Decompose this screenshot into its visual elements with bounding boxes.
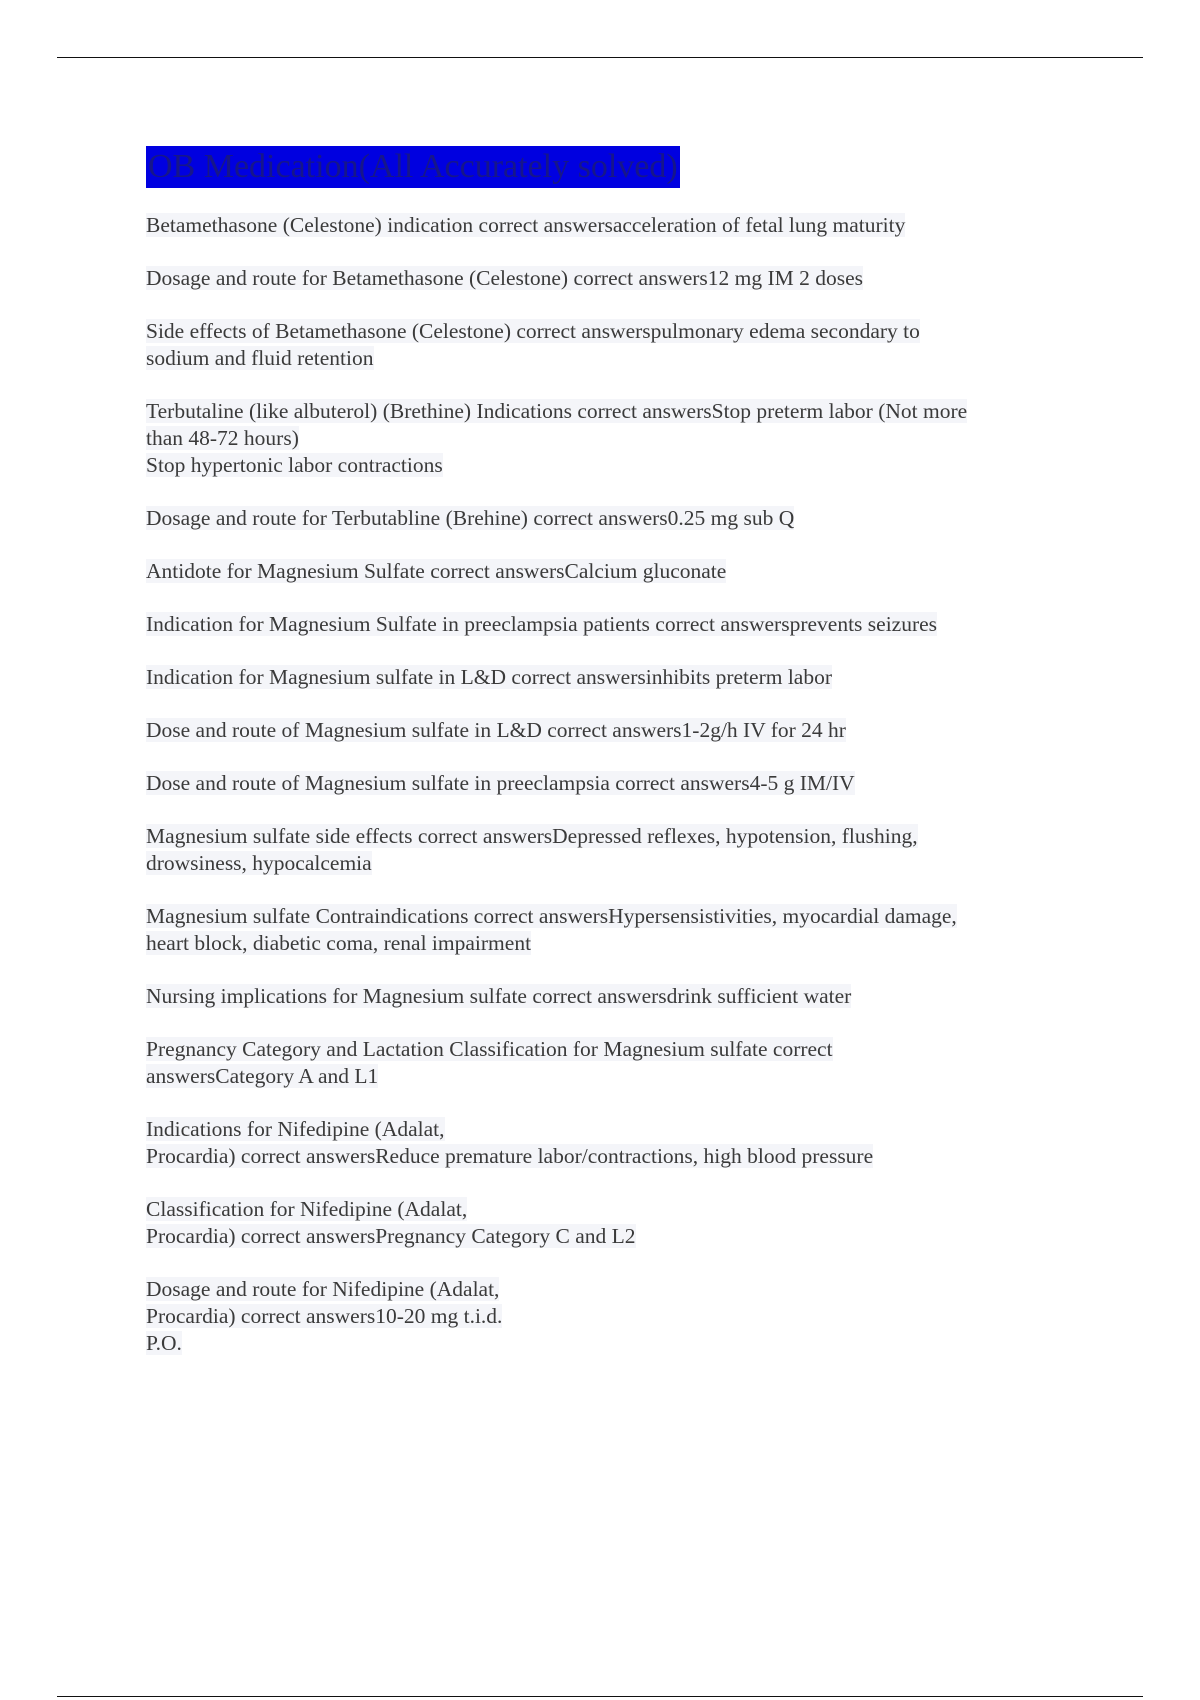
qa-entry-text: Terbutaline (like albuterol) (Brethine) Indications correct answersStop preterm labor (Not more xyxy=(146,399,968,423)
qa-entry xyxy=(146,1196,1086,1250)
qa-entry-line xyxy=(146,611,1086,638)
qa-entry-line xyxy=(146,930,1086,957)
qa-entry-text: Betamethasone (Celestone) indication correct answersacceleration of fetal lung maturity xyxy=(146,213,906,237)
qa-entry-line xyxy=(146,1330,1086,1357)
top-rule xyxy=(57,57,1143,58)
qa-entry-line xyxy=(146,850,1086,877)
qa-entry xyxy=(146,1036,1086,1090)
qa-entry-text: drowsiness, hypocalcemia xyxy=(146,851,372,875)
qa-entry xyxy=(146,983,1086,1010)
qa-entry-line xyxy=(146,664,1086,691)
qa-entry-line xyxy=(146,1063,1086,1090)
qa-entry-line xyxy=(146,770,1086,797)
bottom-rule xyxy=(57,1696,1143,1697)
qa-entry-text: P.O. xyxy=(146,1331,182,1355)
qa-entry-line xyxy=(146,1223,1086,1250)
qa-entry-line xyxy=(146,212,1086,239)
qa-entry xyxy=(146,318,1086,372)
qa-entry-line xyxy=(146,1303,1086,1330)
qa-entry-line xyxy=(146,265,1086,292)
qa-entry-line xyxy=(146,318,1086,345)
document-title: OB Medication(All Accurately solved) xyxy=(146,146,680,188)
qa-entry-text: answersCategory A and L1 xyxy=(146,1064,379,1088)
qa-entry xyxy=(146,1276,1086,1357)
qa-entry xyxy=(146,212,1086,239)
qa-entry-text: Pregnancy Category and Lactation Classification for Magnesium sulfate correct xyxy=(146,1037,833,1061)
qa-entry-text: Side effects of Betamethasone (Celestone) correct answerspulmonary edema secondary to xyxy=(146,319,920,343)
qa-entry xyxy=(146,823,1086,877)
qa-entry-text: Indication for Magnesium Sulfate in preeclampsia patients correct answersprevents seizures xyxy=(146,612,938,636)
qa-entry-text: Dosage and route for Terbutabline (Brehine) correct answers0.25 mg sub Q xyxy=(146,506,795,530)
qa-entry-text: Magnesium sulfate side effects correct answersDepressed reflexes, hypotension, flushing, xyxy=(146,824,918,848)
qa-entry-line xyxy=(146,1116,1086,1143)
qa-entry-line xyxy=(146,1036,1086,1063)
qa-entry xyxy=(146,558,1086,585)
qa-entry xyxy=(146,770,1086,797)
qa-entry-line xyxy=(146,983,1086,1010)
qa-entry-text: Nursing implications for Magnesium sulfate correct answersdrink sufficient water xyxy=(146,984,852,1008)
entry-list xyxy=(146,212,1086,1357)
qa-entry-text: Procardia) correct answers10-20 mg t.i.d. xyxy=(146,1304,503,1328)
qa-entry-line xyxy=(146,558,1086,585)
qa-entry-line xyxy=(146,425,1086,452)
qa-entry-text: Classification for Nifedipine (Adalat, xyxy=(146,1197,468,1221)
qa-entry-text: Magnesium sulfate Contraindications correct answersHypersensistivities, myocardial damage, xyxy=(146,904,957,928)
qa-entry-line xyxy=(146,345,1086,372)
qa-entry-line xyxy=(146,505,1086,532)
qa-entry-text: Dose and route of Magnesium sulfate in L&D correct answers1-2g/h IV for 24 hr xyxy=(146,718,846,742)
qa-entry-line xyxy=(146,717,1086,744)
qa-entry-text: Dose and route of Magnesium sulfate in preeclampsia correct answers4-5 g IM/IV xyxy=(146,771,855,795)
qa-entry-line xyxy=(146,1143,1086,1170)
qa-entry-line xyxy=(146,823,1086,850)
qa-entry xyxy=(146,1116,1086,1170)
qa-entry-text: Dosage and route for Betamethasone (Celestone) correct answers12 mg IM 2 doses xyxy=(146,266,864,290)
qa-entry xyxy=(146,265,1086,292)
qa-entry xyxy=(146,611,1086,638)
qa-entry-line xyxy=(146,452,1086,479)
qa-entry-text: Stop hypertonic labor contractions xyxy=(146,453,443,477)
qa-entry-text: heart block, diabetic coma, renal impairment xyxy=(146,931,532,955)
qa-entry xyxy=(146,903,1086,957)
qa-entry-line xyxy=(146,398,1086,425)
qa-entry-text: Procardia) correct answersPregnancy Category C and L2 xyxy=(146,1224,636,1248)
qa-entry-text: Indications for Nifedipine (Adalat, xyxy=(146,1117,445,1141)
document-body xyxy=(146,146,1086,1383)
qa-entry xyxy=(146,398,1086,479)
qa-entry xyxy=(146,717,1086,744)
qa-entry-text: sodium and fluid retention xyxy=(146,346,374,370)
qa-entry-text: than 48-72 hours) xyxy=(146,426,299,450)
qa-entry xyxy=(146,505,1086,532)
qa-entry-text: Dosage and route for Nifedipine (Adalat, xyxy=(146,1277,500,1301)
qa-entry-text: Antidote for Magnesium Sulfate correct answersCalcium gluconate xyxy=(146,559,727,583)
qa-entry-line xyxy=(146,903,1086,930)
qa-entry-line xyxy=(146,1276,1086,1303)
qa-entry-text: Procardia) correct answersReduce premature labor/contractions, high blood pressure xyxy=(146,1144,874,1168)
qa-entry xyxy=(146,664,1086,691)
qa-entry-text: Indication for Magnesium sulfate in L&D correct answersinhibits preterm labor xyxy=(146,665,833,689)
qa-entry-line xyxy=(146,1196,1086,1223)
